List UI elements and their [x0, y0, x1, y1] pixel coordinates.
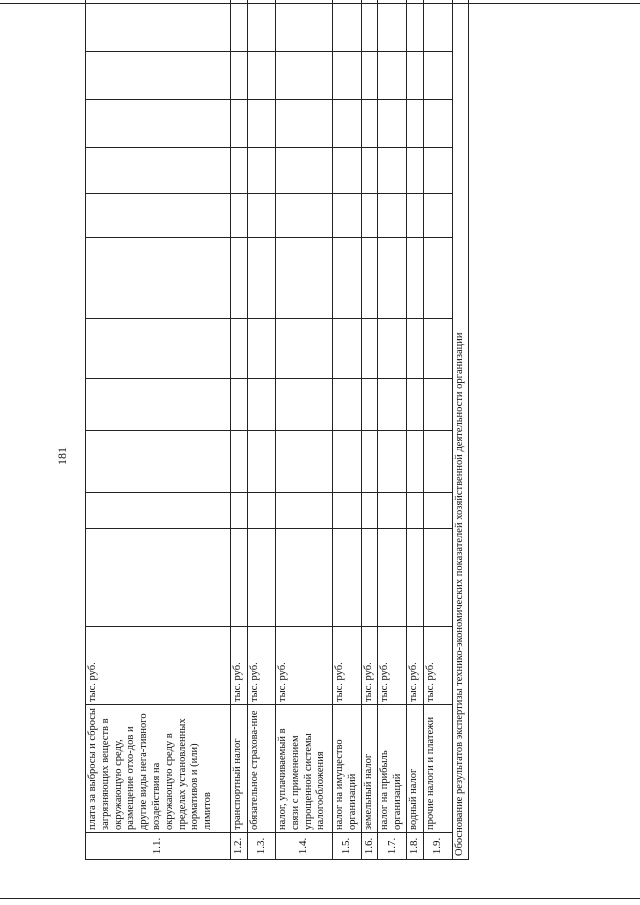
row-unit: тыс. руб. [333, 627, 362, 705]
row-number: 1.4. [276, 833, 333, 860]
row-name: плата за выбросы и сбросы загрязняющих веществ в окружающую среду, размещение отхо-дов и другие виды нега-тивного воздействия на окружающую среду в пределах установленных нормативов и (или) лимитов [86, 705, 231, 833]
row-number: 1.3. [248, 833, 276, 860]
row-number: 1.7. [378, 833, 407, 860]
row-unit: тыс. руб. [276, 627, 333, 705]
table-row [378, 0, 407, 860]
row-number: 1.9. [423, 833, 452, 860]
row-unit: тыс. руб. [231, 627, 248, 705]
table-row [362, 0, 378, 860]
table-footer-row [452, 0, 468, 860]
row-number: 1.5. [333, 833, 362, 860]
table-row [407, 0, 423, 860]
table-row [86, 0, 231, 860]
indicators-table [85, 0, 469, 860]
row-name: обязательное страхова-ние [248, 705, 276, 833]
row-number: 1.8. [407, 833, 423, 860]
row-name: прочие налоги и платежи [423, 705, 452, 833]
row-name: налог, уплачиваемый в связи с применением упрощенной системы налогообложения [276, 705, 333, 833]
row-name: водный налог [407, 705, 423, 833]
row-unit: тыс. руб. [362, 627, 378, 705]
row-name: налог на прибыль организаций [378, 705, 407, 833]
table-row [248, 0, 276, 860]
row-name: земельный налог [362, 705, 378, 833]
row-number: 1.2. [231, 833, 248, 860]
table-row [333, 0, 362, 860]
row-unit: тыс. руб. [248, 627, 276, 705]
row-name: транспортный налог [231, 705, 248, 833]
row-unit: тыс. руб. [423, 627, 452, 705]
footer-text: Обоснование результатов экспертизы технико-экономических показателей хозяйственной деятельности организации [452, 0, 468, 860]
page-number: 181 [55, 447, 69, 465]
table-row [276, 0, 333, 860]
row-unit: тыс. руб. [378, 627, 407, 705]
row-number: 1.6. [362, 833, 378, 860]
row-unit: тыс. руб. [86, 627, 231, 705]
row-unit: тыс. руб. [407, 627, 423, 705]
table-row [231, 0, 248, 860]
row-number: 1.1. [86, 833, 231, 860]
table-row [423, 0, 452, 860]
row-name: налог на имущество организаций [333, 705, 362, 833]
